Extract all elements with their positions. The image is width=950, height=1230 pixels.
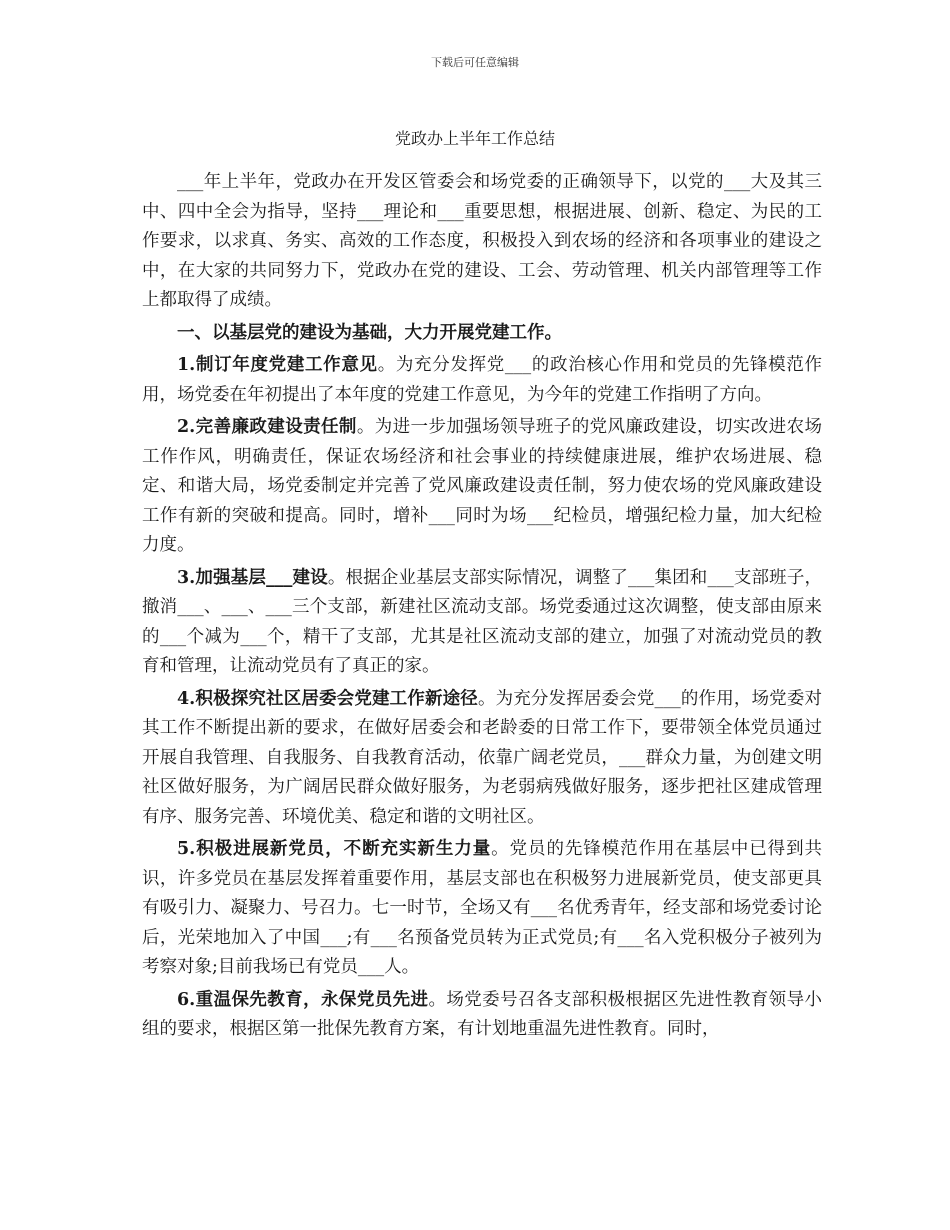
list-item bbox=[142, 835, 822, 983]
list-item bbox=[142, 351, 822, 410]
item-title: 3.加强基层___建设 bbox=[177, 567, 328, 588]
item-title: 2.完善廉政建设责任制 bbox=[177, 417, 357, 437]
list-item bbox=[142, 564, 822, 682]
item-body: 。为充分发挥居委会党___的作用，场党委对其工作不断提出新的要求，在做好居委会和老龄委的日常工作下，要带领全体党员通过开展自我管理、自我服务、自我教育活动，依靠广阔老党员，___群众力量，为创建文明社区做好服务，为广阔居民群众做好服务，为老弱病残做好服务，逐步把社区建成管理有序、服务完善、环境优美、稳定和谐的文明社区。 bbox=[142, 688, 822, 827]
list-item bbox=[142, 986, 822, 1045]
item-body: 。场党委号召各支部积极根据区先进性教育领导小组的要求，根据区第一批保先教育方案，有计划地重温先进性教育。同时， bbox=[142, 989, 822, 1039]
document-body bbox=[142, 168, 822, 1048]
list-item bbox=[142, 685, 822, 833]
item-body: 。根据企业基层支部实际情况，调整了___集团和___支部班子，撤消___、___、___三个支部，新建社区流动支部。场党委通过这次调整，使支部由原来的___个减为___个，精干了支部，尤其是社区流动支部的建立，加强了对流动党员的教育和管理，让流动党员有了真正的家。 bbox=[142, 567, 822, 676]
item-body: 。党员的先锋模范作用在基层中已得到共识，许多党员在基层发挥着重要作用，基层支部也在积极努力进展新党员，使支部更具有吸引力、凝聚力、号召力。七一时节，全场又有___名优秀青年，经支部和场党委讨论后，光荣地加入了中国___;有___名预备党员转为正式党员;有___名入党积极分子被列为考察对象;目前我场已有党员___人。 bbox=[142, 839, 822, 977]
intro-paragraph: ___年上半年，党政办在开发区管委会和场党委的正确领导下，以党的___大及其三中、四中全会为指导，坚持___理论和___重要思想，根据进展、创新、稳定、为民的工作要求，以求真、务实、高效的工作态度，积极投入到农场的经济和各项事业的建设之中，在大家的共同努力下，党政办在党的建设、工会、劳动管理、机关内部管理等工作上都取得了成绩。 bbox=[142, 172, 822, 310]
list-item bbox=[142, 413, 822, 561]
section-heading: 一、以基层党的建设为基础，大力开展党建工作。 bbox=[177, 322, 562, 343]
item-body: 。为进一步加强场领导班子的党风廉政建设，切实改进农场工作作风，明确责任，保证农场经济和社会事业的持续健康进展，维护农场进展、稳定、和谐大局，场党委制定并完善了党风廉政建设责任制，努力使农场的党风廉政建设工作有新的突破和提高。同时，增补___同时为场___纪检员，增强纪检力量，加大纪检力度。 bbox=[142, 417, 822, 555]
page-header-note: 下载后可任意编辑 bbox=[431, 56, 519, 69]
document-title: 党政办上半年工作总结 bbox=[394, 129, 555, 148]
item-title: 1.制订年度党建工作意见 bbox=[177, 355, 378, 375]
item-title: 6.重温保先教育，永保党员先进 bbox=[177, 989, 429, 1010]
item-title: 5.积极进展新党员，不断充实新生力量 bbox=[177, 839, 492, 859]
item-body: 。为充分发挥党___的政治核心作用和党员的先锋模范作用，场党委在年初提出了本年度的党建工作意见，为今年的党建工作指明了方向。 bbox=[142, 355, 822, 405]
item-title: 4.积极探究社区居委会党建工作新途径 bbox=[177, 688, 478, 709]
